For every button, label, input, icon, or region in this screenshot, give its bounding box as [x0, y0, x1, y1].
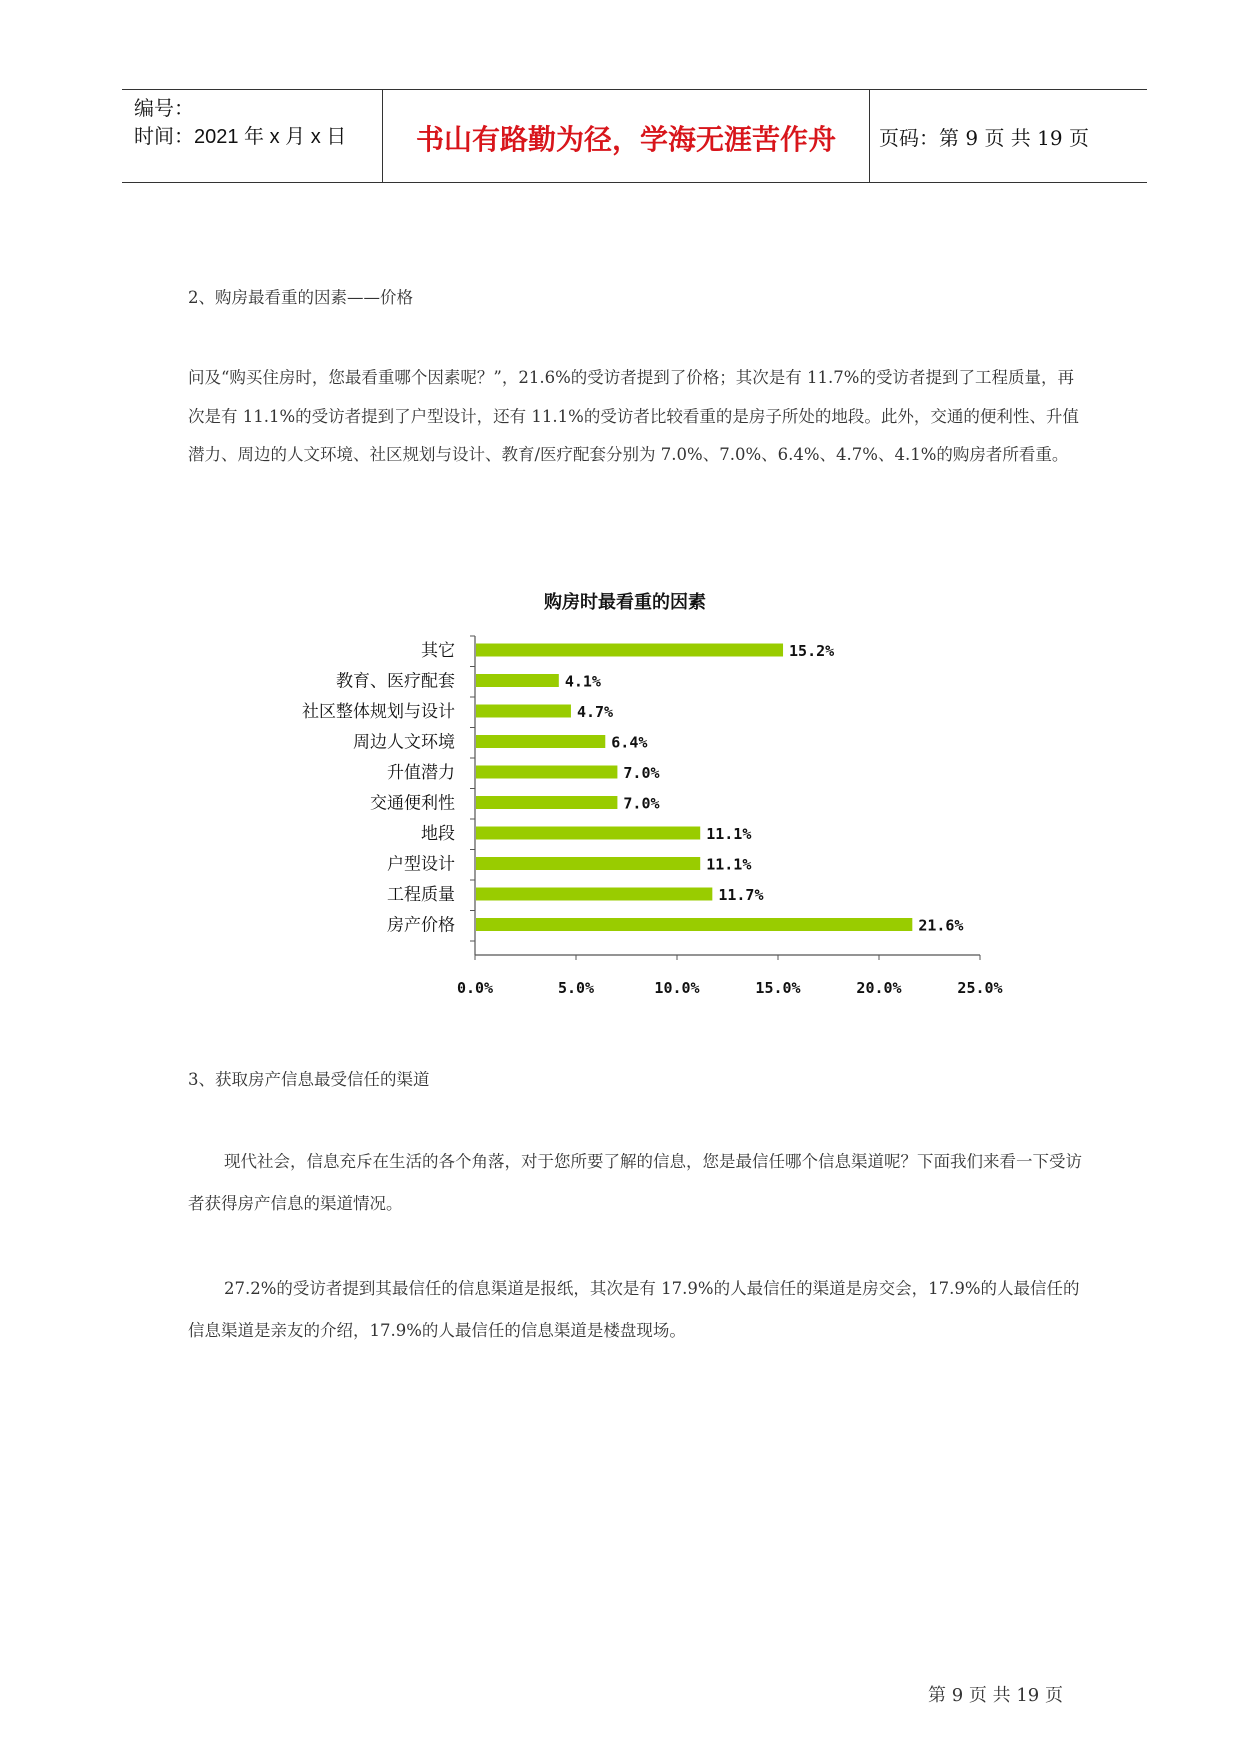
data-label: 4.7%: [576, 703, 614, 721]
x-tick-label: 10.0%: [654, 979, 700, 997]
data-label: 7.0%: [623, 764, 660, 782]
data-label: 15.2%: [789, 642, 835, 660]
x-tick-label: 0.0%: [456, 979, 494, 997]
data-label: 7.0%: [623, 794, 660, 813]
category-label: 其它: [421, 641, 455, 661]
footer-page-number: 第 9 页 共 19 页: [928, 1685, 1063, 1706]
page-header: [122, 89, 1147, 183]
category-label: 教育、医疗配套: [336, 671, 455, 692]
bar: [476, 705, 571, 718]
data-label: 11.7%: [718, 886, 764, 904]
section-3-paragraph-1: 现代社会，信息充斥在生活的各个角落，对于您所要了解的信息，您是最信任哪个信息渠道呢？下面我们来看一下受访者获得房产信息的渠道情况。: [188, 1152, 1082, 1213]
data-label: 11.1%: [706, 825, 752, 843]
header-meta-cell: [122, 90, 382, 182]
factors-bar-chart: [230, 580, 1030, 1010]
x-tick-label: 5.0%: [557, 979, 595, 997]
document-number-label: 编号：: [134, 98, 194, 120]
bar: [476, 918, 912, 931]
x-tick-label: 25.0%: [957, 979, 1003, 997]
category-label: 升值潜力: [387, 763, 455, 783]
section-3-heading: 3、获取房产信息最受信任的渠道: [188, 1070, 430, 1089]
header-motto-cell: [382, 90, 870, 182]
header-page-number: 页码：第 9 页 共 19 页: [879, 126, 1089, 150]
data-label: 6.4%: [611, 733, 648, 752]
section-2-heading: 2、购房最看重的因素——价格: [188, 288, 413, 307]
x-tick-label: 15.0%: [755, 979, 801, 997]
bar: [476, 857, 700, 870]
chart-title: 购房时最看重的因素: [544, 592, 706, 613]
category-label: 工程质量: [387, 885, 455, 905]
header-motto: 书山有路勤为径，学海无涯苦作舟: [415, 123, 836, 156]
category-label: 交通便利性: [370, 793, 455, 814]
category-label: 房产价格: [387, 915, 455, 936]
section-3-paragraph-2: 27.2%的受访者提到其最信任的信息渠道是报纸，其次是有 17.9%的人最信任的渠道是房交会，17.9%的人最信任的信息渠道是亲友的介绍，17.9%的人最信任的信息渠道是楼盘现场。: [188, 1279, 1080, 1340]
x-tick-label: 20.0%: [856, 979, 902, 997]
bar: [476, 735, 605, 748]
category-label: 户型设计: [387, 854, 455, 875]
data-label: 4.1%: [564, 672, 601, 691]
data-label: 11.1%: [706, 855, 752, 874]
section-2-paragraph: 问及“购买住房时，您最看重哪个因素呢？”，21.6%的受访者提到了价格；其次是有 11.7%的受访者提到了工程质量，再次是有 11.1%的受访者提到了户型设计，还有 11.1%的受访者比较看重的是房子所处的地段。此外，交通的便利性、升值潜力、周边的人文环境、社区规划与设计、教育/医疗配套分别为 7.0%、7.0%、6.4%、4.7%、4.1%的购房者所看重。: [188, 368, 1079, 464]
bar: [476, 827, 700, 840]
bar: [476, 674, 559, 687]
category-label: 社区整体规划与设计: [302, 702, 455, 722]
bar: [476, 796, 617, 809]
bar: [476, 888, 712, 901]
chart-marks: [302, 636, 1003, 997]
header-page-cell: [869, 90, 1147, 182]
bar: [476, 644, 783, 657]
category-label: 周边人文环境: [353, 732, 455, 753]
document-time-label: 时间：2021 年 x 月 x 日: [134, 126, 347, 148]
bar: [476, 766, 617, 779]
category-label: 地段: [421, 824, 455, 844]
data-label: 21.6%: [918, 916, 964, 935]
